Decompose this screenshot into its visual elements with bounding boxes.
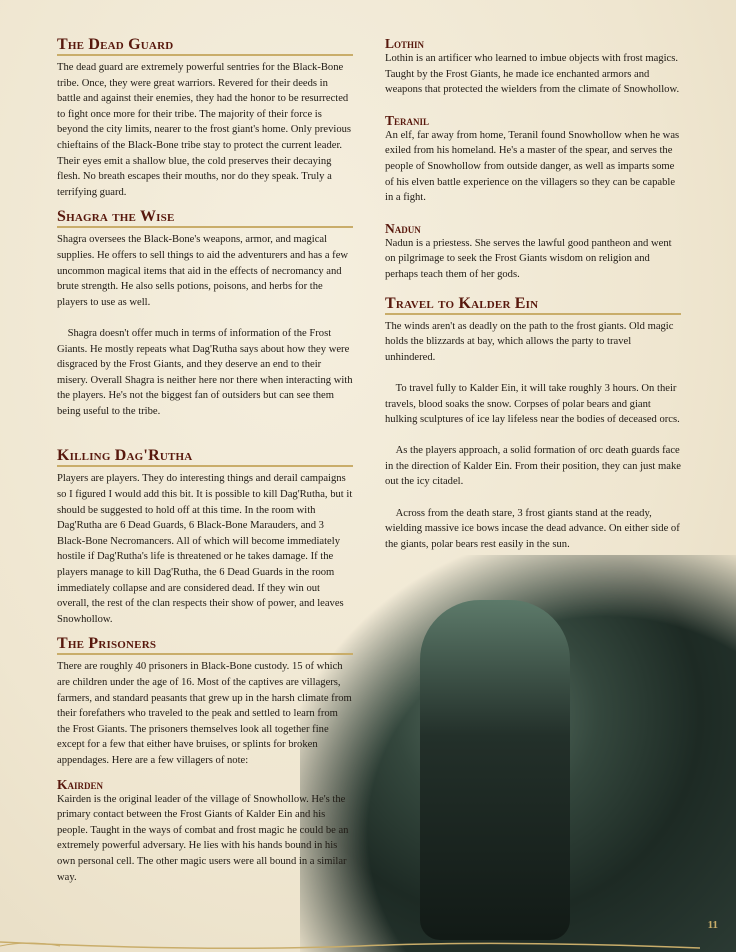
heading-lothin: Lothin: [385, 36, 425, 51]
shagra-text-1: Shagra oversees the Black-Bone's weapons, armor, and magical supplies. He offers to sell things to aid the adventurers and has a few uncommon magical items that aid in the effects of necromancy and brute strength. He also sells potions, poisons, and herbs for the players to use as well.: [57, 234, 349, 308]
travel-text-1: The winds aren't as deadly on the path to the frost giants. Old magic holds the blizzards at bay, which allows the party to travel unhindered.: [385, 320, 674, 363]
dead-guard-text: The dead guard are extremely powerful sentries for the Black-Bone tribe. Once, they were great warriors. Revered for their deeds in battle and against their enemies, they had the honor to be resurrected to fight once more for their tribe. The majority of their force is beyond the city limits, nearer to the frost giant's home. Only previous chieftains of the Black-Bone tribe stay to protect the current leader. Their eyes emit a shallow blue, the cold preserves their decaying flesh. No breath escapes their mouths, nor do they speak. Truly a terrifying guard.: [57, 62, 352, 198]
heading-prisoners: The Prisoners: [57, 635, 353, 655]
travel-text-3: As the players approach, a solid formation of orc death guards face in the direction of Kalder Ein. From their position, they can just make out the icy citadel.: [385, 445, 681, 488]
heading-killing: Killing Dag'Rutha: [57, 447, 353, 467]
killing-text: Players are players. They do interesting things and derail campaigns so I figured I would add this bit. It is possible to kill Dag'Rutha, but it should be suggested to hold off at this time. In the room with Dag'Rutha are 6 Dead Guards, 6 Black-Bone Marauders, and 3 Black-Bone Necromancers. All of which will become immediately hostile if Dag'Rutha's life is threatened or he takes damage. If the players manage to kill Dag'Rutha, the 6 Dead Guards in the room immediately collapse and are considered dead. If they win out overall, the rest of the clan respects their show of power, and leaves Snowhollow.: [57, 473, 353, 625]
travel-text-4: Across from the death stare, 3 frost giants stand at the ready, wielding massive ice bows incase the dead advance. On either side of the giants, polar bears rest easily in the sun.: [385, 507, 680, 550]
heading-travel: Travel to Kalder Ein: [385, 295, 681, 315]
page-number: 11: [707, 919, 718, 931]
heading-nadun: Nadun: [385, 220, 421, 236]
orc-figure: [420, 600, 570, 940]
heading-kairden: Kairden: [57, 776, 104, 792]
travel-text-2: To travel fully to Kalder Ein, it will take roughly 3 hours. On their travels, blood soaks the snow. Corpses of polar bears and giant hulking sculptures of ice lay lifeless near the bodies of deceased orcs.: [385, 382, 680, 426]
teranil-text: An elf, far away from home, Teranil found Snowhollow when he was exiled from his homeland. He's a master of the spear, and serves the people of Snowhollow from outside danger, as well as imparts some of his elven battle experience on the villagers so they can be capable in a fight.: [385, 129, 680, 204]
heading-teranil: Teranil: [385, 112, 430, 128]
nadun-text: Nadun is a priestess. She serves the lawful good pantheon and went on pilgrimage to seek the Frost Giants wisdom on religion and perhaps teach them of her gods.: [385, 237, 672, 280]
prisoners-text: There are roughly 40 prisoners in Black-Bone custody. 15 of which are children under the age of 16. Most of the captives are villagers, farmers, and standard peasants that grew up in the harsh climate from their forefathers who traveled to the peak and settled to learn from the Frost Giants. The prisoners themselves look all together fine except for a few that either have bruises, or splints for broken appendages. Here are a few villagers of note:: [57, 661, 352, 766]
kairden-text: Kairden is the original leader of the village of Snowhollow. He's the primary contact between the Frost Giants of Kalder Ein and his people. Taught in the ways of combat and frost magic he could be an extremely powerful adversary. He lies with his hands bound in his own personal cell. The other magic users were all bound in a similar way.: [57, 793, 349, 883]
lothin-text: Lothin is an artificer who learned to imbue objects with frost magics. Taught by the Frost Giants, he made ice enchanted armors and weapons that protected the wielders from the climate of Snowhollow.: [385, 53, 680, 96]
right-column: [385, 36, 681, 552]
heading-shagra: Shagra the Wise: [57, 208, 353, 228]
heading-dead-guard: The Dead Guard: [57, 36, 353, 56]
shagra-text-2: Shagra doesn't offer much in terms of information of the Frost Giants. He mostly repeats what Dag'Rutha says about how they were disgraced by the Frost Giants, and they deserve an end to their misery. Overall Shagra is neither here nor there when interacting with the players. He's not the biggest fan of outsiders but can see them being useful to the tribe.: [57, 327, 353, 417]
footer-ornament: [0, 912, 736, 952]
left-column: [57, 36, 353, 885]
